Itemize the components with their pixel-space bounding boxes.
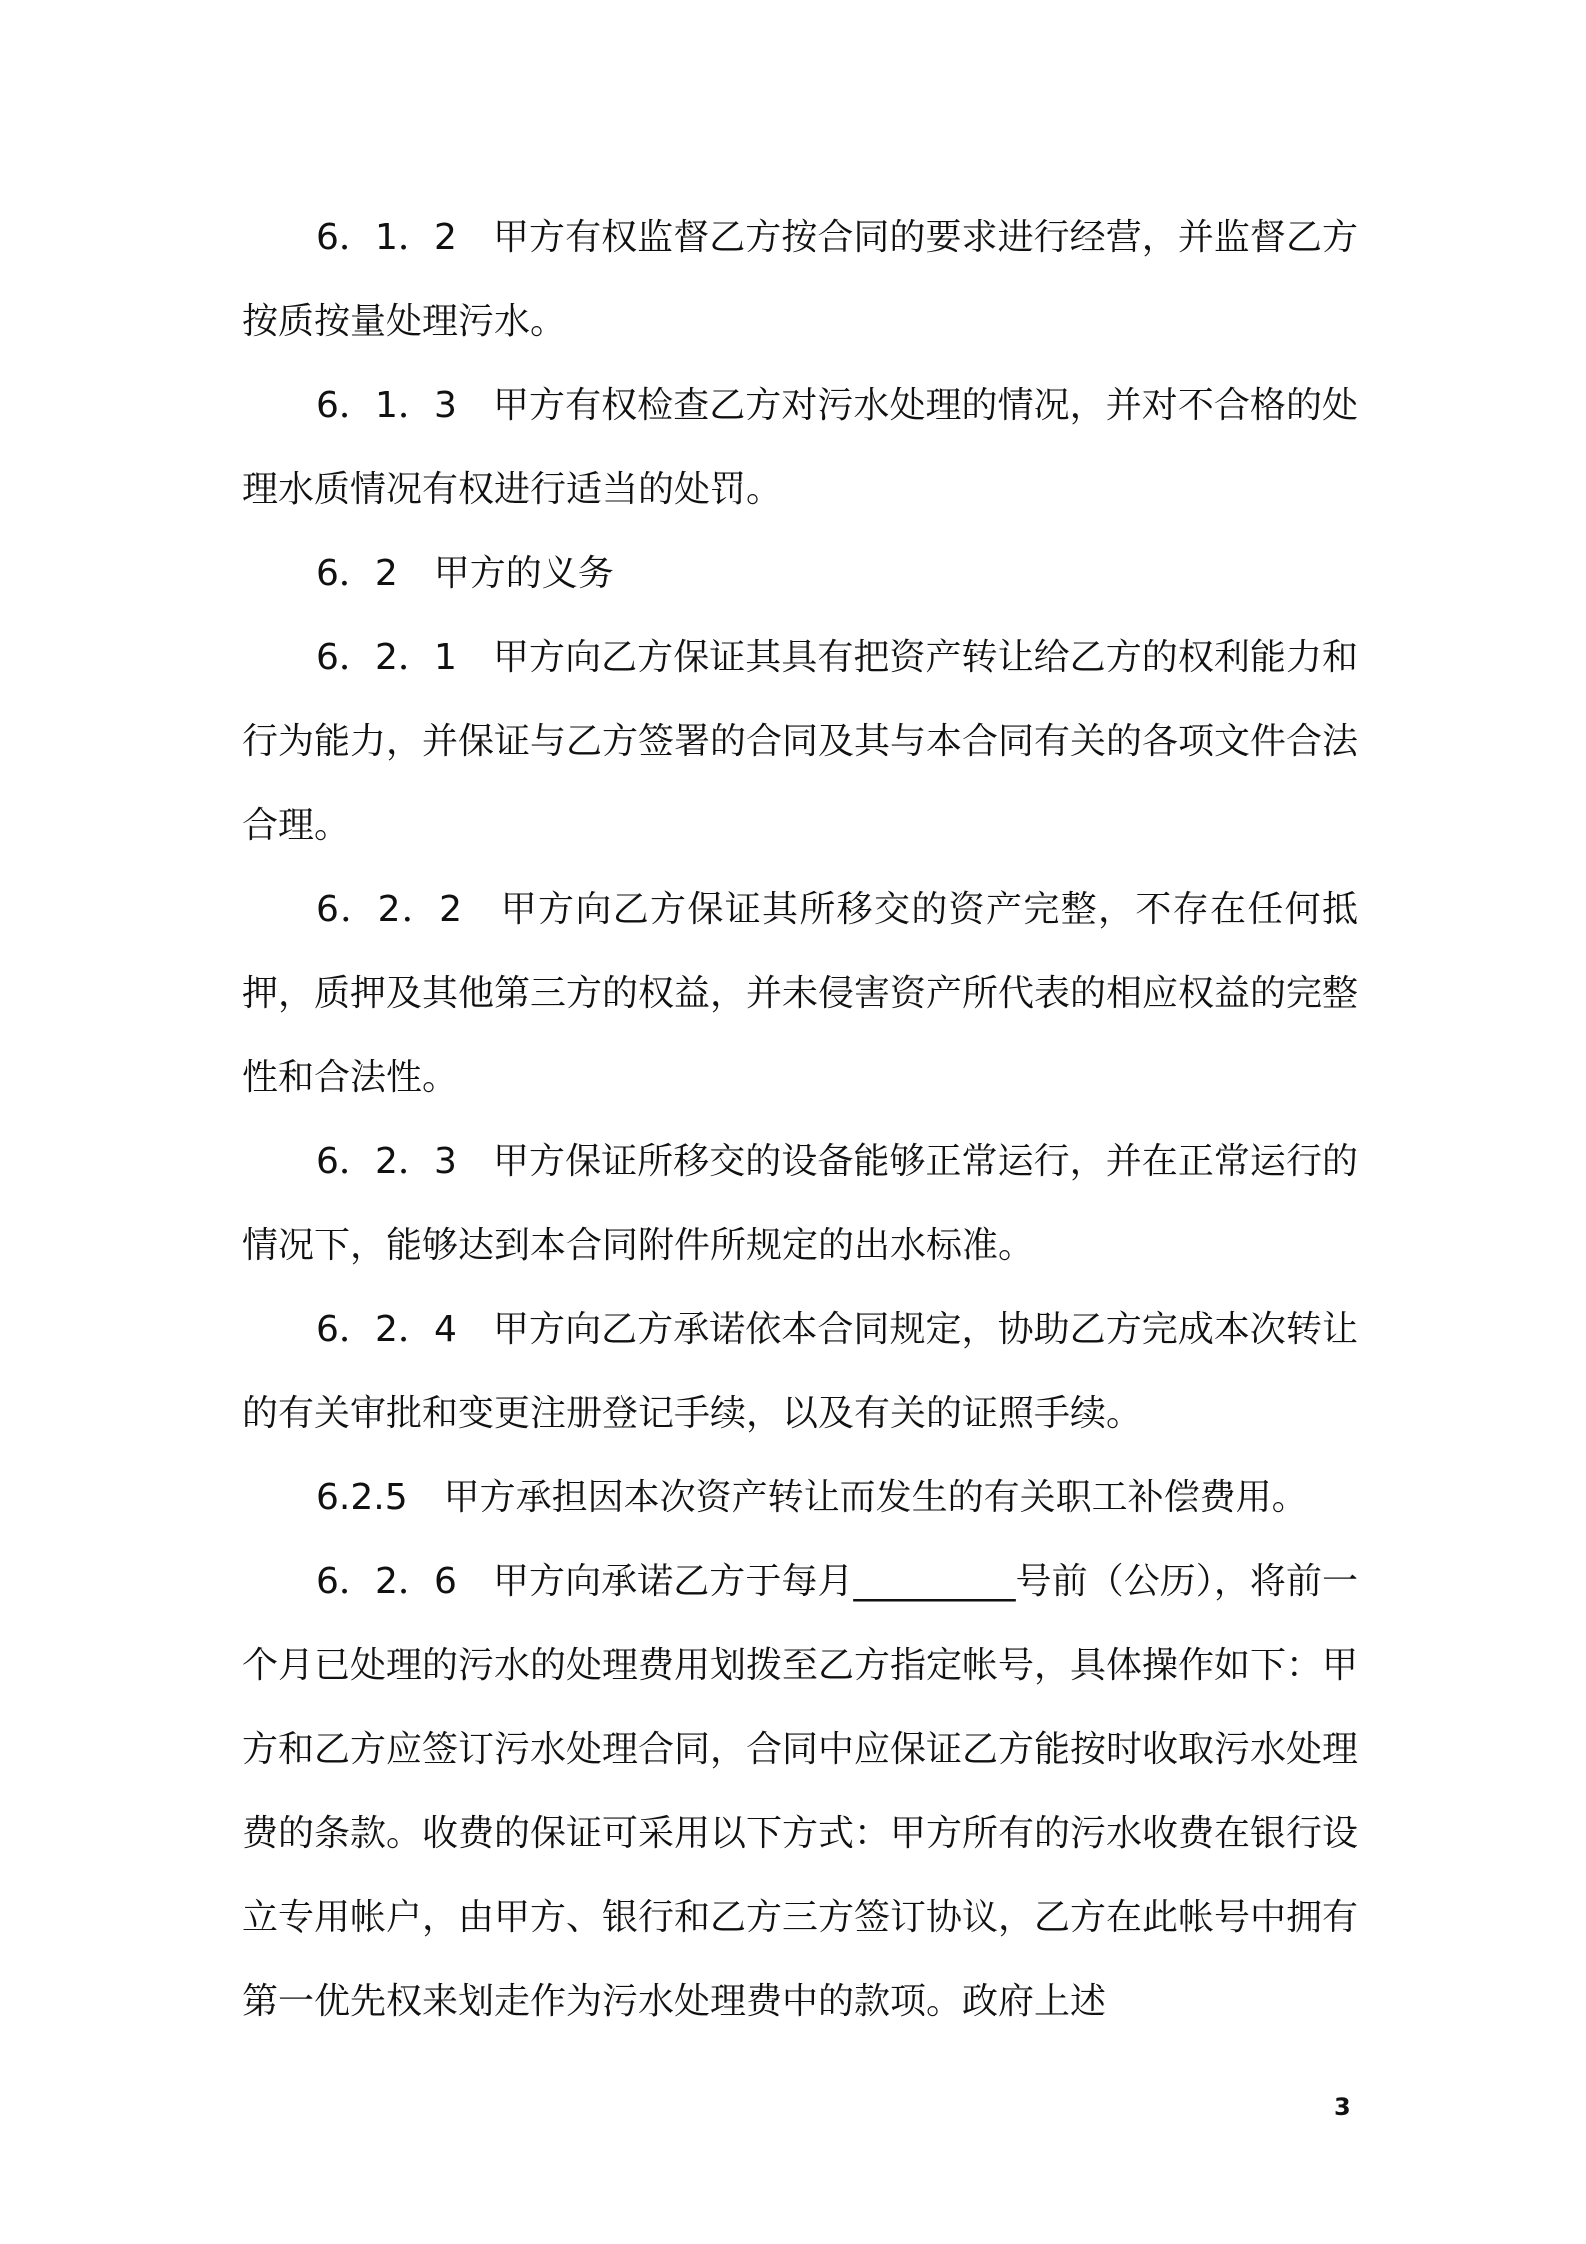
clause-6-1-2: 6．1．2 甲方有权监督乙方按合同的要求进行经营，并监督乙方按质按量处理污水。 bbox=[242, 217, 1358, 342]
clause-6-2-4: 6．2．4 甲方向乙方承诺依本合同规定，协助乙方完成本次转让的有关审批和变更注册登记手续，以及有关的证照手续。 bbox=[242, 1309, 1358, 1434]
clause-6-2-6: 6．2．6 甲方向承诺乙方于每月_________号前（公历），将前一个月已处理的污水的处理费用划拨至乙方指定帐号，具体操作如下：甲方和乙方应签订污水处理合同，合同中应保证乙方能按时收取污水处理费的条款。收费的保证可采用以下方式：甲方所有的污水收费在银行设立专用帐户，由甲方、银行和乙方三方签订协议，乙方在此帐号中拥有第一优先权来划走作为污水处理费中的款项。政府上述 bbox=[242, 1561, 1359, 2022]
page-number: 3 bbox=[1334, 2093, 1351, 2121]
document-body bbox=[242, 196, 1358, 2044]
clause-6-1-3: 6．1．3 甲方有权检查乙方对污水处理的情况，并对不合格的处理水质情况有权进行适当的处罚。 bbox=[242, 385, 1358, 510]
clause-6-2-1: 6．2．1 甲方向乙方保证其具有把资产转让给乙方的权利能力和行为能力，并保证与乙方签署的合同及其与本合同有关的各项文件合法合理。 bbox=[242, 637, 1359, 846]
section-heading-6-2: 6．2 甲方的义务 bbox=[316, 553, 614, 594]
clause-6-2-2: 6．2．2 甲方向乙方保证其所移交的资产完整，不存在任何抵押，质押及其他第三方的权益，并未侵害资产所代表的相应权益的完整性和合法性。 bbox=[242, 889, 1359, 1098]
clause-6-2-5: 6.2.5 甲方承担因本次资产转让而发生的有关职工补偿费用。 bbox=[316, 1477, 1308, 1518]
clause-6-2-3: 6．2．3 甲方保证所移交的设备能够正常运行，并在正常运行的情况下，能够达到本合同附件所规定的出水标准。 bbox=[242, 1141, 1358, 1266]
